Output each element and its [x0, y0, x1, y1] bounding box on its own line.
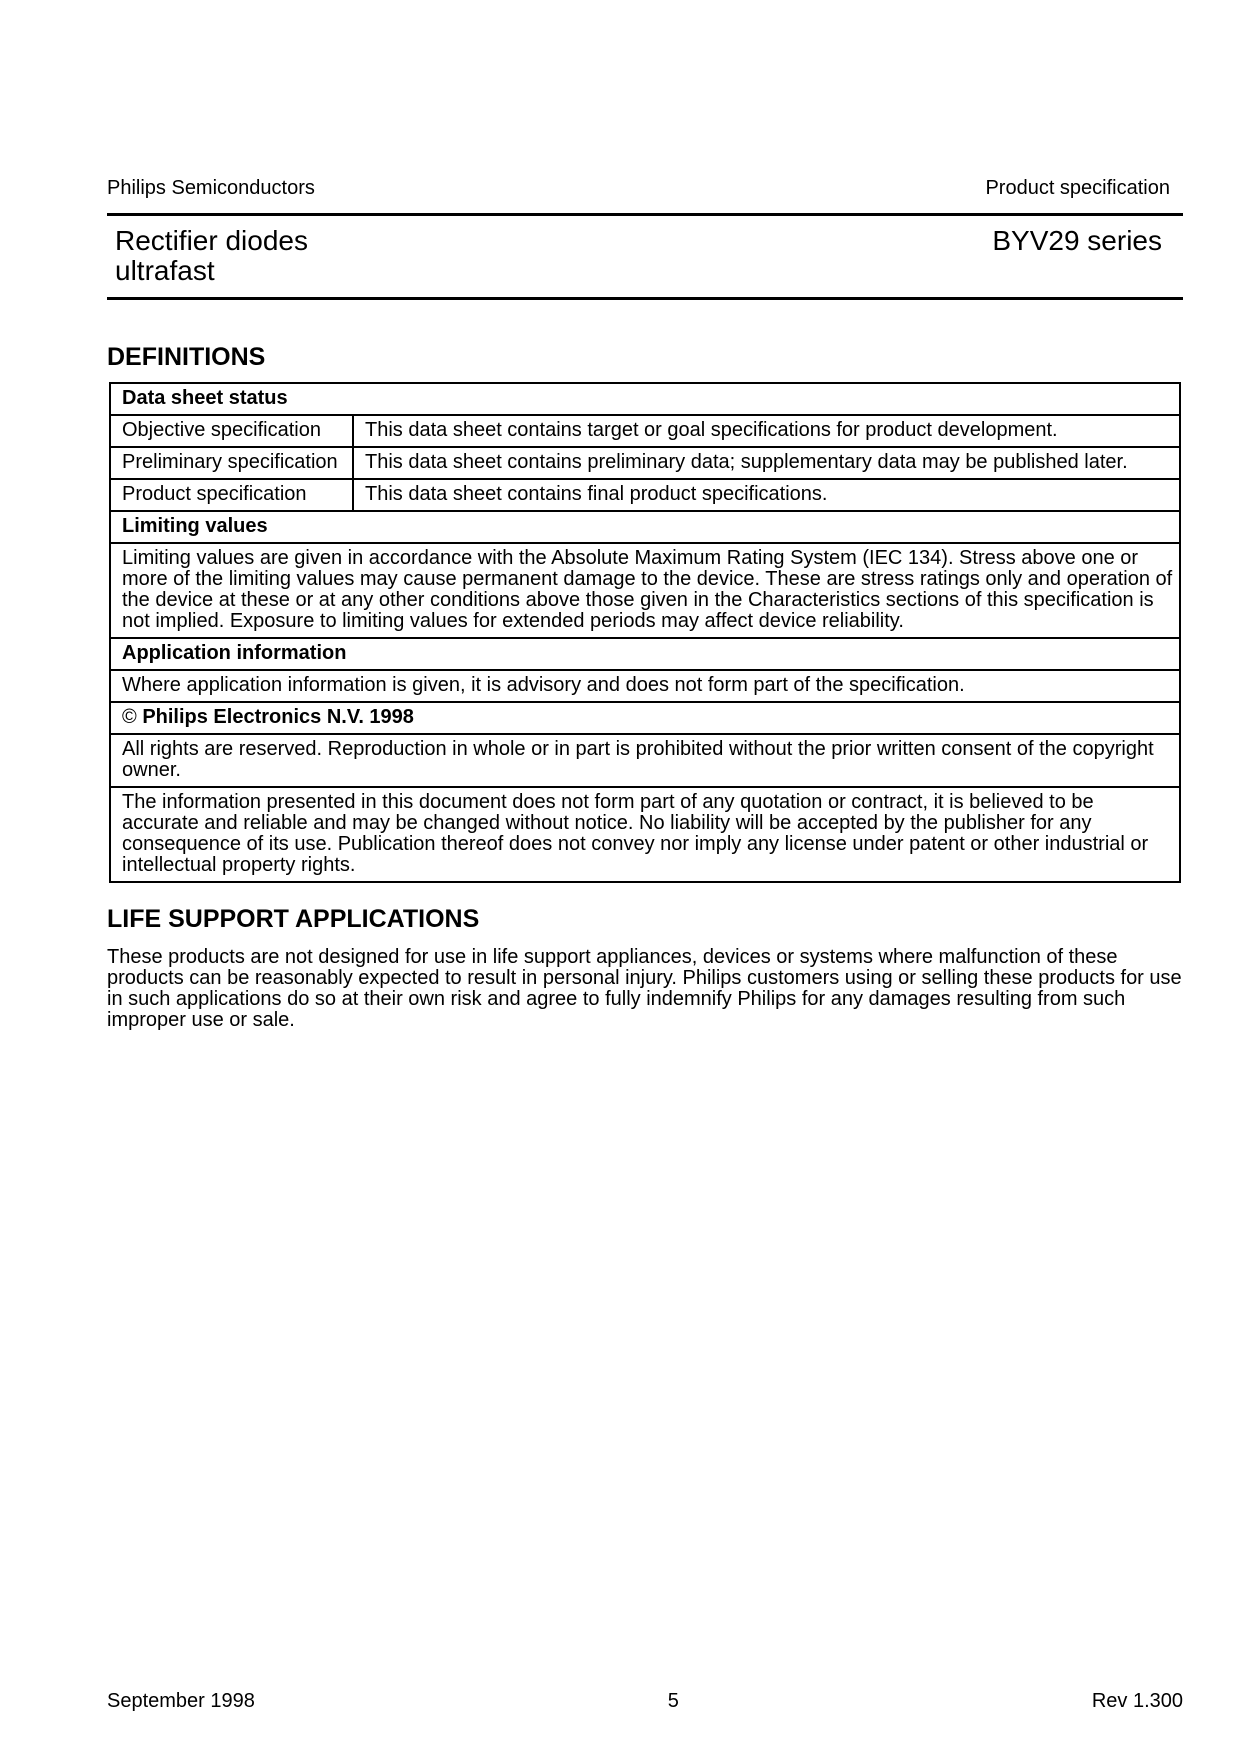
copyright-disclaimer-text: The information presented in this document does not form part of any quotation or contract, it is believed to be accurate and reliable and may be changed without notice. No liability will be accepted by the publisher for any consequence of its use. Publication thereof does not convey nor imply any license under patent or other industrial or intellectual property rights. [110, 787, 1180, 882]
copyright-icon: © [122, 706, 137, 728]
data-sheet-status-heading: Data sheet status [110, 383, 1180, 415]
product-name: BYV29 series [992, 225, 1162, 256]
table-row [110, 479, 1180, 511]
page-header [107, 177, 1170, 200]
life-support-heading: LIFE SUPPORT APPLICATIONS [107, 905, 480, 933]
table-row [110, 734, 1180, 787]
title-block [115, 226, 1162, 286]
copyright-holder: Philips Electronics N.V. 1998 [142, 706, 414, 728]
definitions-table [109, 382, 1181, 883]
header-rule-top [107, 213, 1183, 216]
header-rule-bottom [107, 297, 1183, 300]
table-row [110, 415, 1180, 447]
copyright-rights-text: All rights are reserved. Reproduction in whole or in part is prohibited without the prior written consent of the copyright owner. [110, 734, 1180, 787]
document-title [115, 226, 308, 286]
table-row [110, 383, 1180, 415]
table-row [110, 543, 1180, 638]
revision: Rev 1.300 [1091, 1690, 1183, 1712]
table-row [110, 787, 1180, 882]
limiting-values-heading: Limiting values [110, 511, 1180, 543]
status-description: This data sheet contains final product specifications. [353, 479, 1180, 511]
status-label: Product specification [110, 479, 353, 511]
table-row [110, 702, 1180, 734]
page-footer [107, 1690, 1183, 1713]
application-information-heading: Application information [110, 638, 1180, 670]
limiting-values-text: Limiting values are given in accordance with the Absolute Maximum Rating System (IEC 134). Stress above one or more of the limiting values may cause permanent damage to the device. These are stress ratings only and operation of the device at these or at any other conditions above those given in the Characteristics sections of this specification is not implied. Exposure to limiting values for extended periods may affect device reliability. [110, 543, 1180, 638]
page-number: 5 [667, 1690, 679, 1712]
title-line-1: Rectifier diodes [115, 225, 308, 256]
status-description: This data sheet contains target or goal specifications for product development. [353, 415, 1180, 447]
status-label: Objective specification [110, 415, 353, 447]
definitions-heading: DEFINITIONS [107, 343, 266, 371]
application-information-text: Where application information is given, it is advisory and does not form part of the specification. [110, 670, 1180, 702]
document-type: Product specification [985, 177, 1170, 199]
table-row [110, 447, 1180, 479]
status-label: Preliminary specification [110, 447, 353, 479]
footer-date: September 1998 [107, 1690, 255, 1712]
company-name: Philips Semiconductors [107, 177, 315, 199]
table-row [110, 670, 1180, 702]
table-row [110, 511, 1180, 543]
status-description: This data sheet contains preliminary data; supplementary data may be published later. [353, 447, 1180, 479]
life-support-text: These products are not designed for use in life support appliances, devices or systems where malfunction of these products can be reasonably expected to result in personal injury. Philips customers using or selling these products for use in such applications do so at their own risk and agree to fully indemnify Philips for any damages resulting from such improper use or sale. [107, 946, 1182, 1031]
title-line-2: ultrafast [115, 255, 215, 286]
copyright-heading [110, 702, 1180, 734]
table-row [110, 638, 1180, 670]
